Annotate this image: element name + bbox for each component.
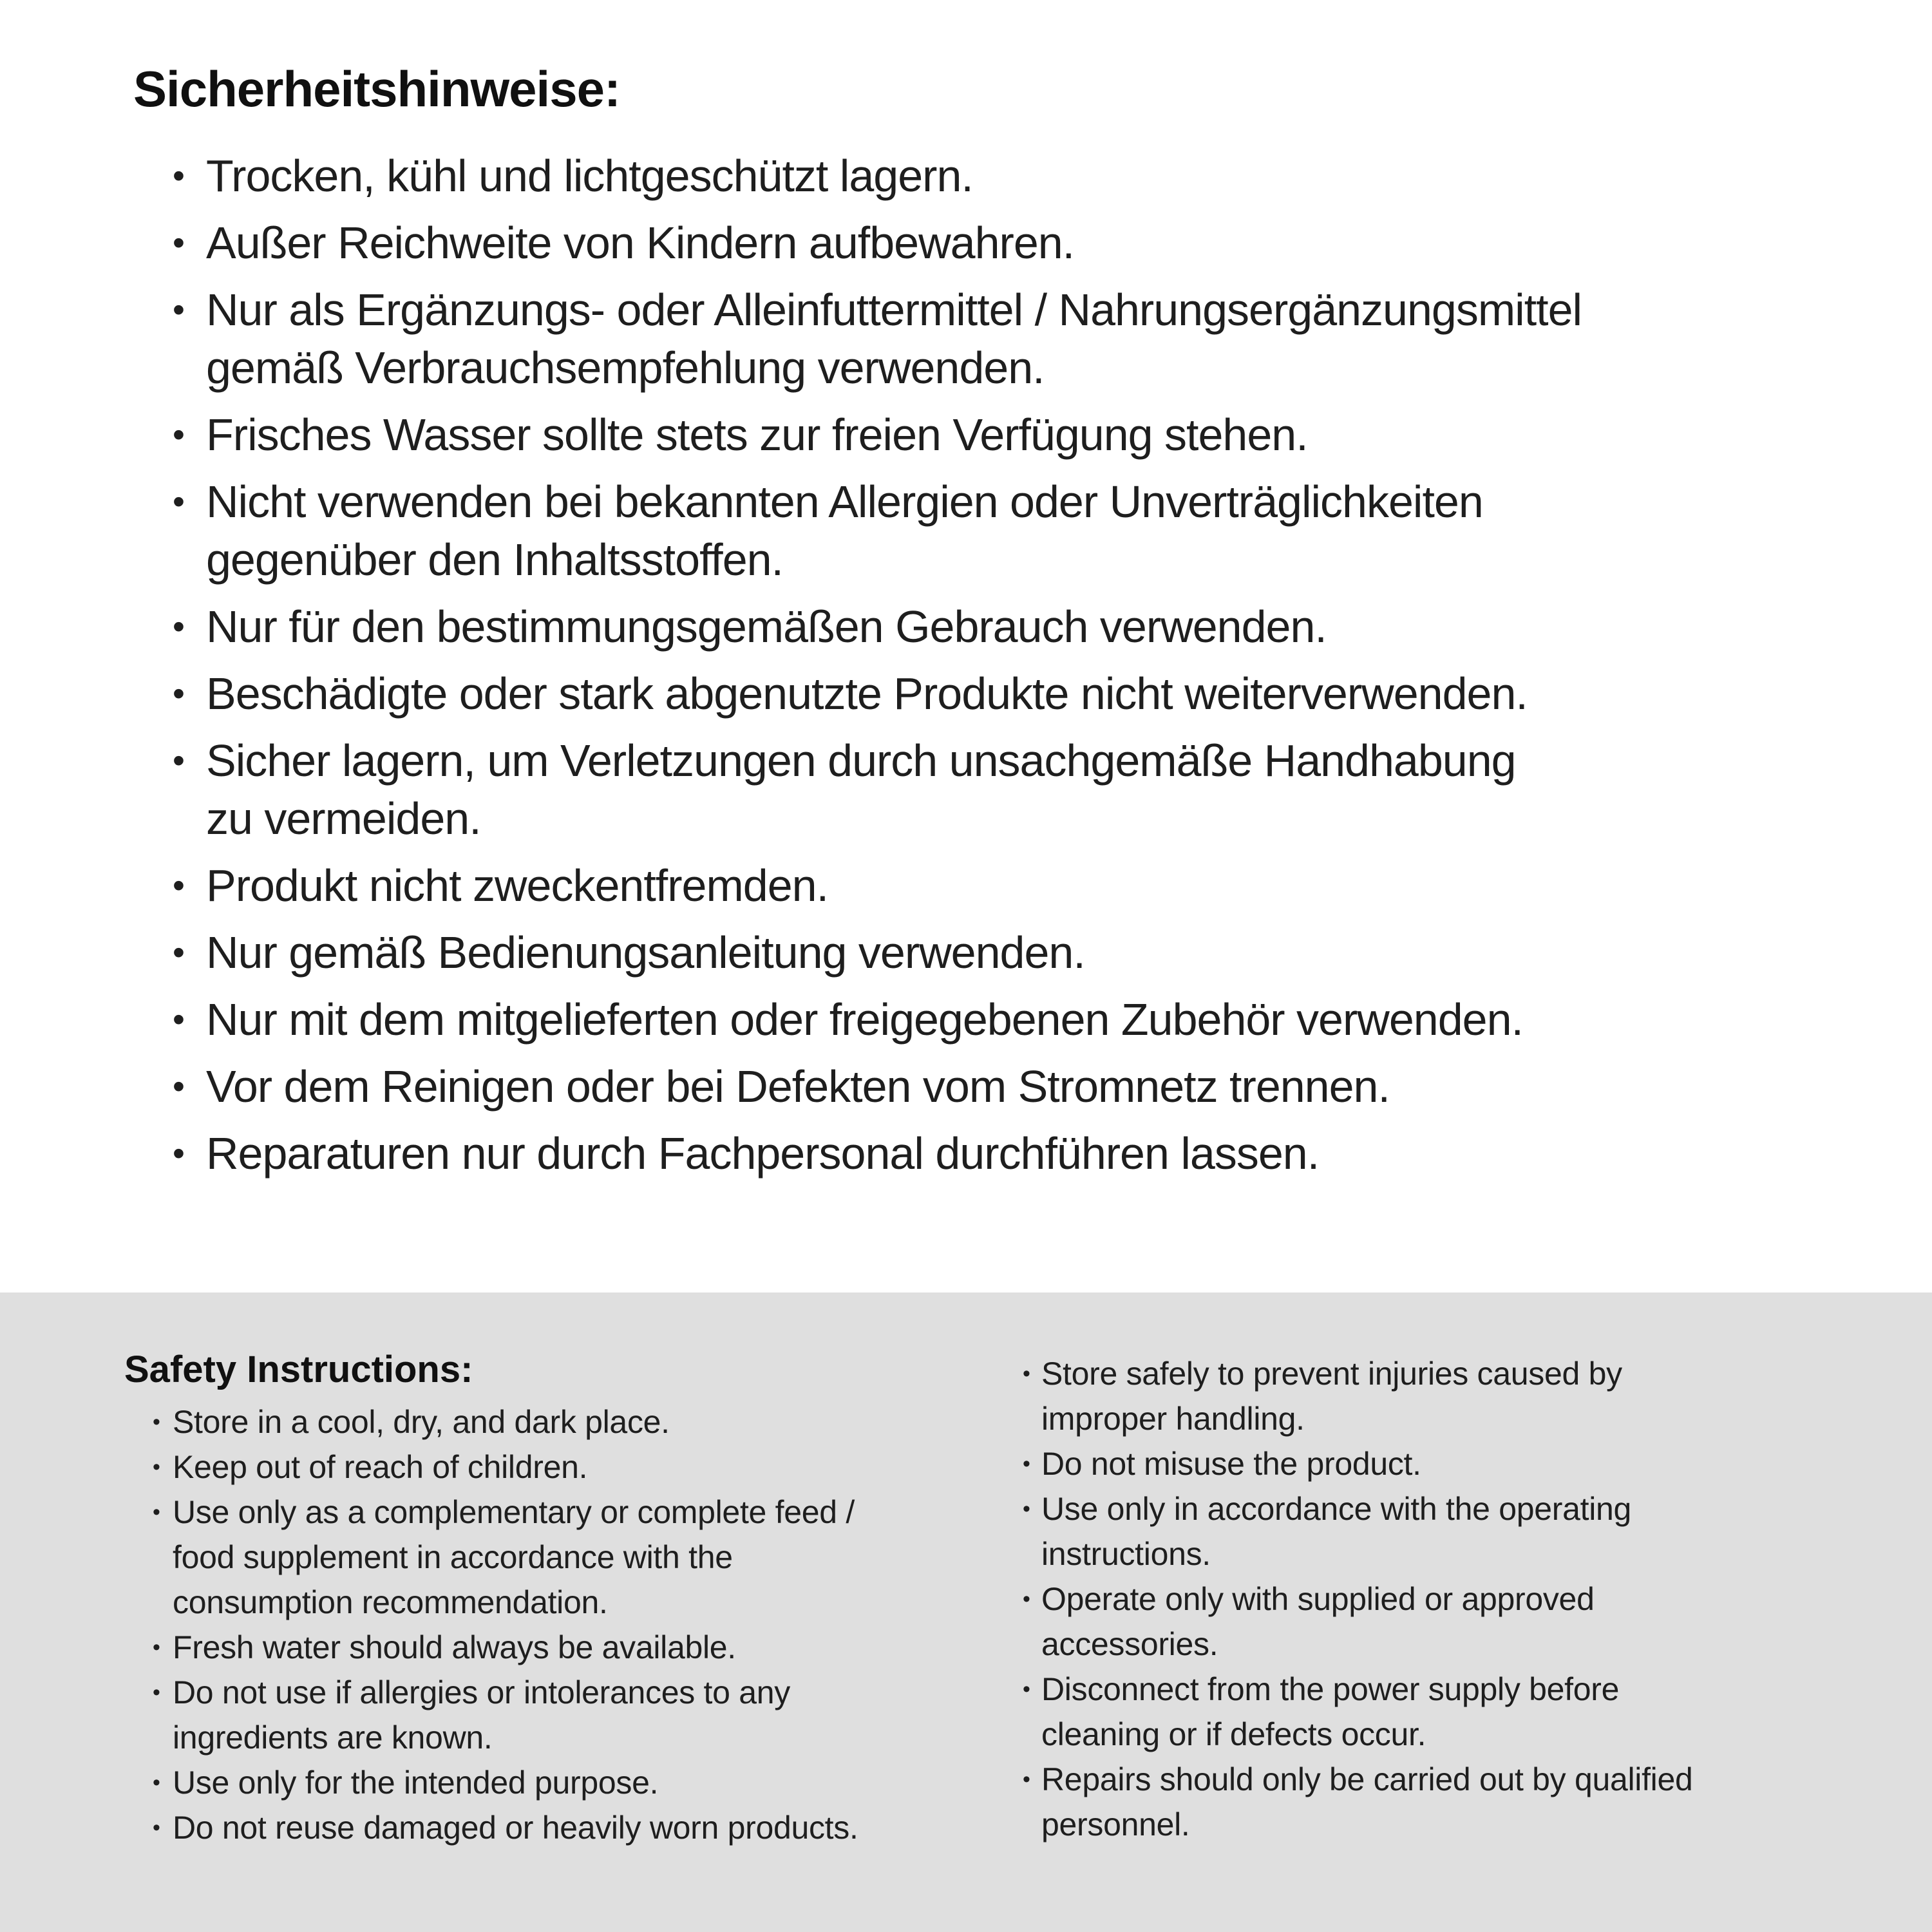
item-line: Disconnect from the power supply before bbox=[1041, 1671, 1620, 1707]
item-line: Nur mit dem mitgelieferten oder freigegebenen Zubehör verwenden. bbox=[206, 994, 1523, 1045]
bullet-dot-icon: • bbox=[173, 482, 185, 521]
item-line: Store in a cool, dry, and dark place. bbox=[173, 1404, 670, 1440]
list-item bbox=[173, 147, 1582, 205]
item-line: gegenüber den Inhaltsstoffen. bbox=[206, 535, 784, 585]
item-line: Use only as a complementary or complete feed / bbox=[173, 1494, 855, 1530]
list-item bbox=[1023, 1441, 1693, 1486]
list-item bbox=[173, 857, 1582, 914]
list-item bbox=[173, 406, 1582, 464]
item-line: accessories. bbox=[1041, 1626, 1218, 1662]
item-line: Beschädigte oder stark abgenutzte Produkte nicht weiterverwenden. bbox=[206, 668, 1528, 719]
list-item bbox=[173, 923, 1582, 981]
bullet-dot-icon: • bbox=[1023, 1452, 1030, 1476]
item-line: zu vermeiden. bbox=[206, 793, 481, 844]
english-right-list bbox=[1023, 1351, 1693, 1847]
list-item bbox=[173, 473, 1582, 589]
bullet-dot-icon: • bbox=[153, 1680, 160, 1705]
bullet-dot-icon: • bbox=[1023, 1497, 1030, 1521]
item-line: food supplement in accordance with the bbox=[173, 1539, 733, 1575]
bullet-dot-icon: • bbox=[173, 415, 185, 454]
item-line: improper handling. bbox=[1041, 1401, 1305, 1437]
item-line: Reparaturen nur durch Fachpersonal durchführen lassen. bbox=[206, 1128, 1320, 1179]
item-line: gemäß Verbrauchsempfehlung verwenden. bbox=[206, 343, 1045, 393]
list-item bbox=[173, 732, 1582, 848]
english-section bbox=[0, 1293, 1932, 1932]
list-item bbox=[1023, 1486, 1693, 1577]
item-line: Use only for the intended purpose. bbox=[173, 1765, 659, 1801]
item-line: Do not misuse the product. bbox=[1041, 1446, 1421, 1482]
bullet-dot-icon: • bbox=[1023, 1587, 1030, 1611]
item-line: cleaning or if defects occur. bbox=[1041, 1716, 1426, 1752]
bullet-dot-icon: • bbox=[173, 1000, 185, 1039]
item-line: ingredients are known. bbox=[173, 1719, 493, 1756]
list-item bbox=[153, 1805, 858, 1850]
bullet-dot-icon: • bbox=[153, 1500, 160, 1524]
list-item bbox=[1023, 1667, 1693, 1757]
bullet-dot-icon: • bbox=[173, 1067, 185, 1106]
list-item bbox=[1023, 1757, 1693, 1847]
english-left-column bbox=[124, 1349, 858, 1850]
list-item bbox=[1023, 1351, 1693, 1441]
item-line: Sicher lagern, um Verletzungen durch unsachgemäße Handhabung bbox=[206, 735, 1516, 786]
list-item bbox=[153, 1670, 858, 1760]
item-line: Repairs should only be carried out by qualified bbox=[1041, 1761, 1693, 1797]
bullet-dot-icon: • bbox=[173, 290, 185, 329]
bullet-dot-icon: • bbox=[153, 1410, 160, 1434]
list-item bbox=[173, 990, 1582, 1048]
bullet-dot-icon: • bbox=[153, 1455, 160, 1479]
item-line: personnel. bbox=[1041, 1806, 1190, 1842]
list-item bbox=[173, 598, 1582, 656]
bullet-dot-icon: • bbox=[153, 1815, 160, 1840]
item-line: Do not reuse damaged or heavily worn products. bbox=[173, 1810, 858, 1846]
bullet-dot-icon: • bbox=[1023, 1677, 1030, 1701]
item-line: Nur für den bestimmungsgemäßen Gebrauch verwenden. bbox=[206, 601, 1327, 652]
bullet-dot-icon: • bbox=[1023, 1361, 1030, 1386]
item-line: Operate only with supplied or approved bbox=[1041, 1581, 1595, 1617]
english-title: Safety Instructions: bbox=[124, 1349, 473, 1390]
list-item bbox=[153, 1625, 858, 1670]
item-line: Do not use if allergies or intolerances to any bbox=[173, 1674, 790, 1710]
list-item bbox=[1023, 1577, 1693, 1667]
bullet-dot-icon: • bbox=[153, 1635, 160, 1660]
list-item bbox=[173, 1057, 1582, 1115]
item-line: Produkt nicht zweckentfremden. bbox=[206, 860, 829, 911]
item-line: Trocken, kühl und lichtgeschützt lagern. bbox=[206, 151, 973, 201]
item-line: Außer Reichweite von Kindern aufbewahren. bbox=[206, 218, 1075, 268]
item-line: consumption recommendation. bbox=[173, 1584, 608, 1620]
german-title: Sicherheitshinweise: bbox=[133, 61, 620, 117]
list-item bbox=[153, 1760, 858, 1805]
item-line: Nicht verwenden bei bekannten Allergien oder Unverträglichkeiten bbox=[206, 477, 1483, 527]
bullet-dot-icon: • bbox=[173, 741, 185, 780]
item-line: instructions. bbox=[1041, 1536, 1211, 1572]
bullet-dot-icon: • bbox=[153, 1770, 160, 1795]
list-item bbox=[173, 1124, 1582, 1182]
list-item bbox=[173, 281, 1582, 397]
item-line: Nur gemäß Bedienungsanleitung verwenden. bbox=[206, 927, 1085, 978]
bullet-dot-icon: • bbox=[173, 1134, 185, 1173]
bullet-dot-icon: • bbox=[173, 223, 185, 262]
german-list bbox=[173, 147, 1582, 1191]
bullet-dot-icon: • bbox=[1023, 1767, 1030, 1792]
list-item bbox=[153, 1490, 858, 1625]
bullet-dot-icon: • bbox=[173, 674, 185, 713]
item-line: Fresh water should always be available. bbox=[173, 1629, 736, 1665]
bullet-dot-icon: • bbox=[173, 866, 185, 905]
bullet-dot-icon: • bbox=[173, 156, 185, 195]
english-left-list bbox=[124, 1399, 858, 1850]
english-right-column bbox=[1023, 1351, 1693, 1847]
bullet-dot-icon: • bbox=[173, 933, 185, 972]
item-line: Vor dem Reinigen oder bei Defekten vom Stromnetz trennen. bbox=[206, 1061, 1390, 1112]
item-line: Frisches Wasser sollte stets zur freien Verfügung stehen. bbox=[206, 410, 1308, 460]
bullet-dot-icon: • bbox=[173, 607, 185, 646]
item-line: Nur als Ergänzungs- oder Alleinfuttermittel / Nahrungsergänzungsmittel bbox=[206, 285, 1582, 335]
item-line: Use only in accordance with the operating bbox=[1041, 1491, 1632, 1527]
item-line: Keep out of reach of children. bbox=[173, 1449, 588, 1485]
list-item bbox=[153, 1444, 858, 1490]
item-line: Store safely to prevent injuries caused by bbox=[1041, 1356, 1622, 1392]
list-item bbox=[173, 214, 1582, 272]
list-item bbox=[173, 665, 1582, 723]
list-item bbox=[153, 1399, 858, 1444]
